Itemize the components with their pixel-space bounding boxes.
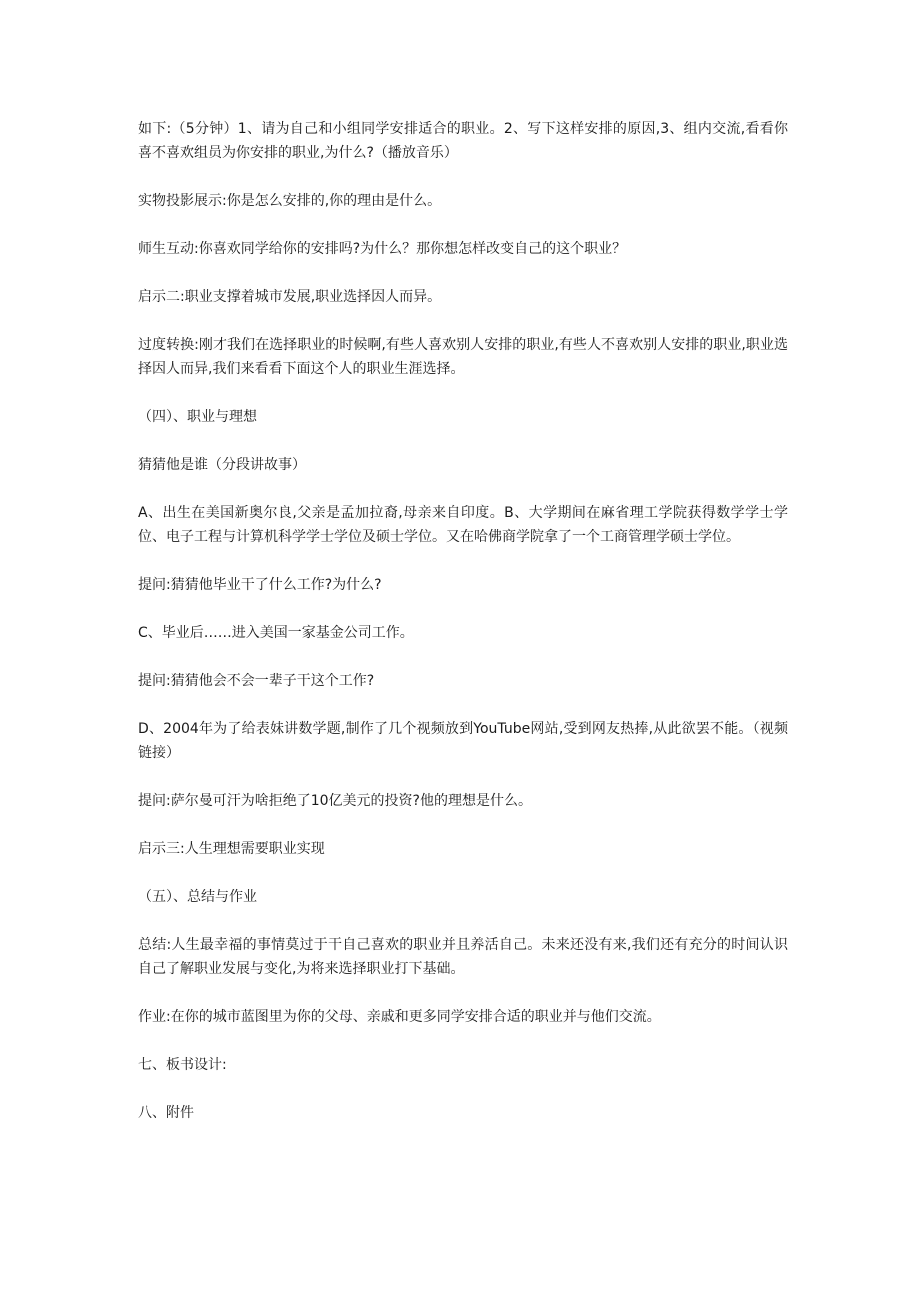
paragraph-insight-two: 启示二:职业支撑着城市发展,职业选择因人而异。 <box>138 289 442 305</box>
paragraph-question-1: 提问:猜猜他毕业干了什么工作?为什么? <box>138 577 382 593</box>
section-heading-summary-homework: （五）、总结与作业 <box>138 889 257 905</box>
paragraph-homework: 作业:在你的城市蓝图里为你的父母、亲戚和更多同学安排合适的职业并与他们交流。 <box>138 1009 661 1025</box>
paragraph-story-c: C、毕业后……进入美国一家基金公司工作。 <box>138 625 414 641</box>
paragraph-task-instructions: 如下:（5分钟）1、请为自己和小组同学安排适合的职业。2、写下这样安排的原因,3、组内交流,看看你喜不喜欢组员为你安排的职业,为什么?（播放音乐） <box>138 121 788 161</box>
section-heading-board-design: 七、板书设计: <box>138 1057 227 1073</box>
paragraph-insight-three: 启示三:人生理想需要职业实现 <box>138 841 325 857</box>
paragraph-projection-display: 实物投影展示:你是怎么安排的,你的理由是什么。 <box>138 193 442 209</box>
paragraph-story-a-b: A、出生在美国新奥尔良,父亲是孟加拉裔,母亲来自印度。B、大学期间在麻省理工学院获得数学学士学位、电子工程与计算机科学学士学位及硕士学位。又在哈佛商学院拿了一个工商管理学硕士学位。 <box>138 505 788 545</box>
paragraph-question-3: 提问:萨尔曼可汗为啥拒绝了10亿美元的投资?他的理想是什么。 <box>138 793 532 809</box>
paragraph-question-2: 提问:猜猜他会不会一辈子干这个工作? <box>138 673 375 689</box>
document-body <box>138 117 788 1149</box>
paragraph-transition: 过度转换:刚才我们在选择职业的时候啊,有些人喜欢别人安排的职业,有些人不喜欢别人安排的职业,职业选择因人而异,我们来看看下面这个人的职业生涯选择。 <box>138 337 788 377</box>
paragraph-summary: 总结:人生最幸福的事情莫过于干自己喜欢的职业并且养活自己。未来还没有来,我们还有充分的时间认识自己了解职业发展与变化,为将来选择职业打下基础。 <box>138 937 788 977</box>
section-heading-attachments: 八、附件 <box>138 1105 194 1121</box>
section-heading-career-and-ideals: （四）、职业与理想 <box>138 409 257 425</box>
paragraph-story-d: D、2004年为了给表妹讲数学题,制作了几个视频放到YouTube网站,受到网友热捧,从此欲罢不能。（视频链接） <box>138 721 788 761</box>
paragraph-teacher-student-interaction: 师生互动:你喜欢同学给你的安排吗?为什么？那你想怎样改变自己的这个职业？ <box>138 241 627 257</box>
paragraph-guess-who: 猜猜他是谁（分段讲故事） <box>138 457 306 473</box>
